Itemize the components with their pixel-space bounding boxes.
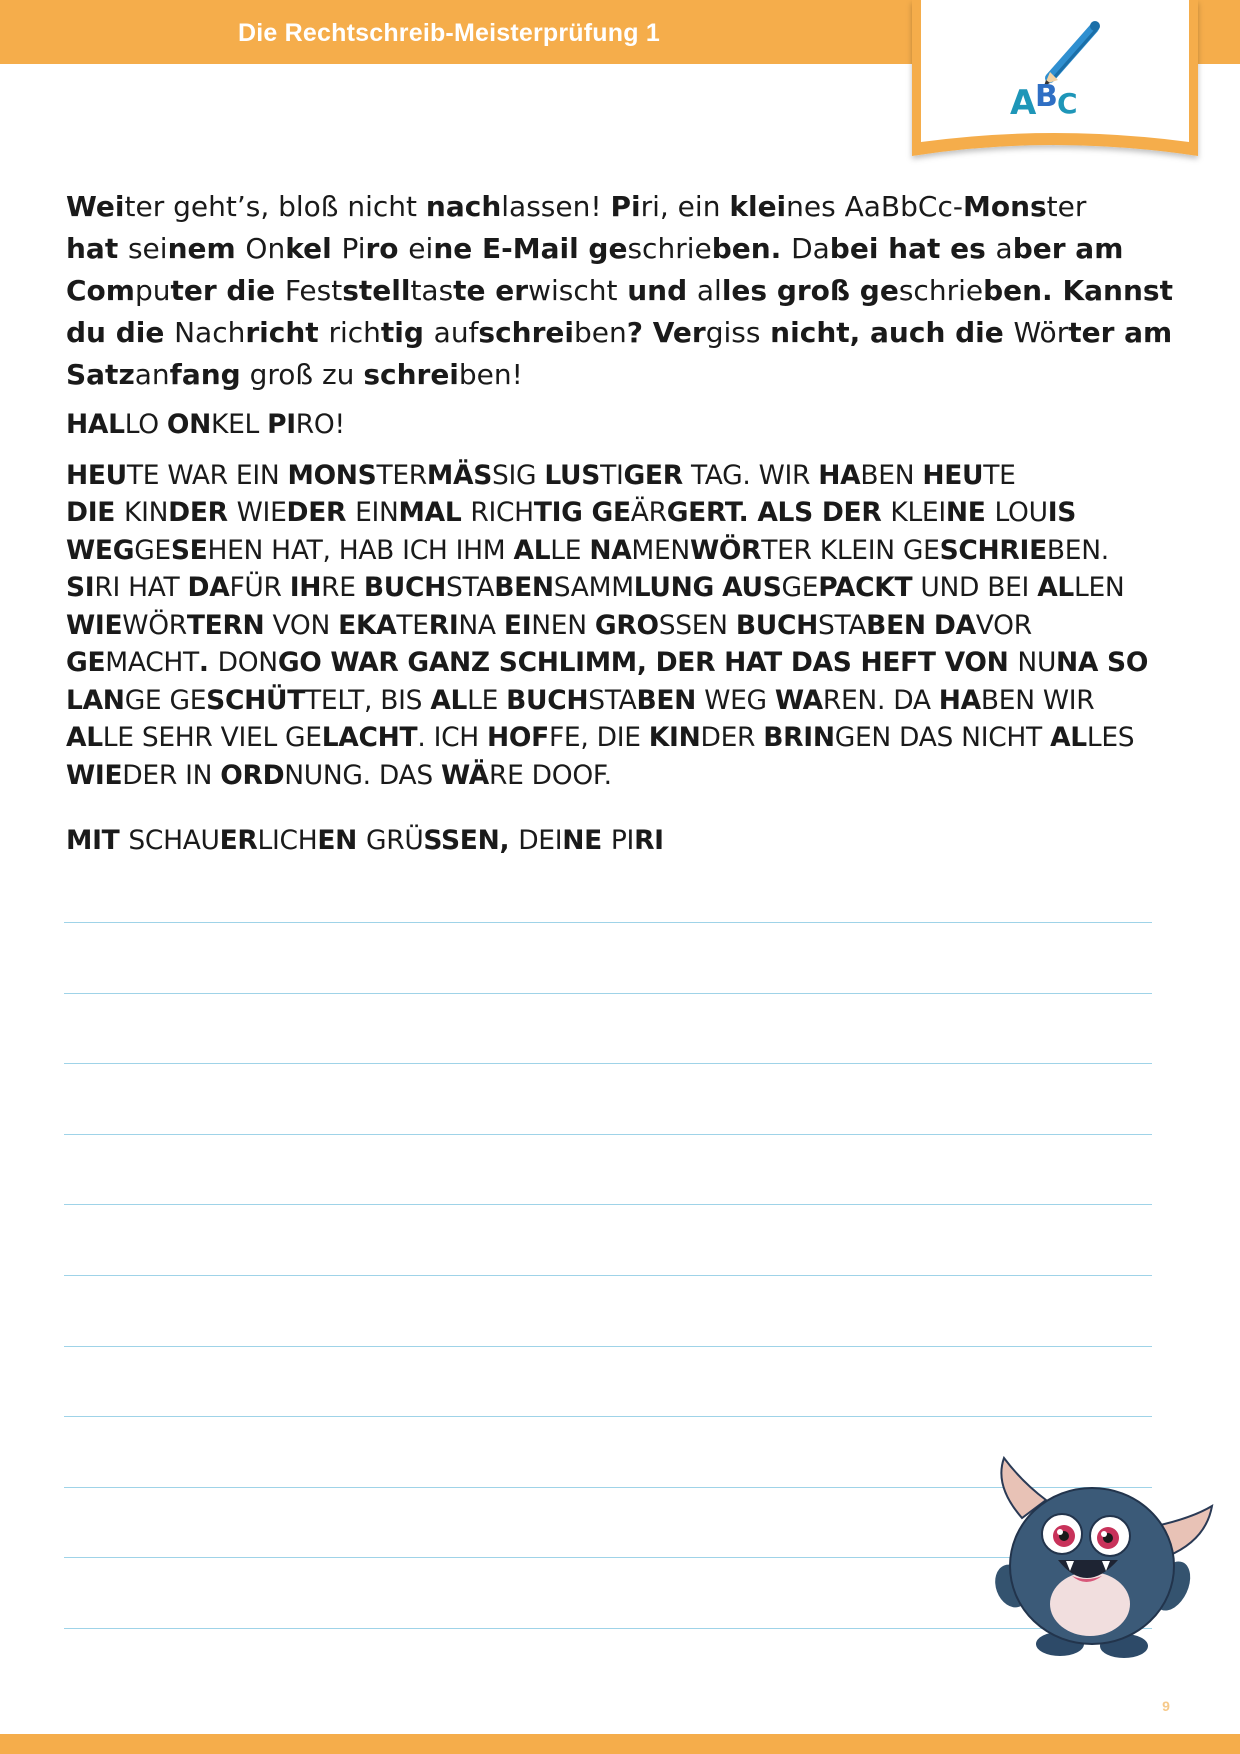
page-title: Die Rechtschreib-Meisterprüfung 1 (238, 19, 660, 47)
letter-line (66, 757, 1156, 795)
plain-syllable: REN. DA (822, 684, 939, 716)
bold-syllable: BEN (866, 609, 926, 641)
plain-syllable: STA (817, 609, 867, 641)
instruction-line (66, 228, 1156, 270)
bold-syllable: AL (513, 534, 551, 566)
footer-bar (0, 1734, 1240, 1754)
bold-syllable: ben. (711, 232, 792, 265)
bold-syllable: SSEN, (423, 825, 519, 856)
plain-syllable: groß zu (240, 358, 364, 391)
bold-syllable: IH (289, 572, 322, 603)
bold-syllable: AUS (722, 572, 782, 603)
plain-syllable: GE (134, 534, 171, 566)
plain-syllable: an (134, 358, 170, 391)
letter-line (66, 682, 1156, 720)
bold-syllable: SI (66, 572, 95, 603)
writing-line[interactable] (64, 1063, 1152, 1064)
plain-syllable: RE DOOF. (488, 759, 612, 791)
plain-syllable: TE WAR EIN (126, 459, 288, 491)
plain-syllable: HEN HAT, HAB ICH IHM (207, 534, 514, 566)
bold-syllable: LAN (66, 684, 125, 716)
instruction-line (66, 270, 1173, 312)
bold-syllable: Mons (962, 190, 1047, 223)
plain-syllable: SAMM (553, 572, 634, 603)
plain-syllable (714, 572, 722, 603)
plain-syllable: VOR (975, 609, 1032, 641)
bold-syllable: WÖR (689, 534, 762, 566)
plain-syllable: BEN (860, 459, 923, 491)
writing-line[interactable] (64, 1346, 1152, 1347)
letter-line (66, 644, 1156, 682)
bold-syllable: du die (66, 316, 175, 349)
plain-syllable: a (995, 232, 1013, 265)
plain-syllable: GEN DAS NICHT (834, 722, 1051, 753)
bold-syllable: NA (589, 534, 632, 566)
plain-syllable: al (696, 274, 722, 307)
bold-syllable: . (198, 647, 218, 678)
plain-syllable: schrie (898, 274, 984, 307)
bold-syllable: KIN (648, 722, 701, 753)
plain-syllable: FE, DIE (548, 722, 649, 753)
bold-syllable: stell (342, 274, 411, 307)
bold-syllable: RI (634, 825, 664, 856)
plain-syllable: Wör (1013, 316, 1069, 349)
plain-syllable: WEG (696, 684, 775, 716)
plain-syllable: GRÜ (365, 825, 424, 856)
bold-syllable: ber am (1012, 232, 1124, 265)
bold-syllable: NE (945, 497, 995, 528)
letter-body (66, 457, 1156, 795)
bold-syllable: AL (430, 684, 468, 716)
instruction-line (66, 354, 1156, 396)
plain-syllable: VON (264, 609, 339, 641)
plain-syllable: lassen! (501, 190, 611, 223)
bold-syllable: MIT (66, 825, 129, 856)
bold-syllable: ? Ver (626, 316, 706, 349)
plain-syllable: SCHAU (128, 825, 220, 856)
bold-syllable: nem (167, 232, 246, 265)
plain-syllable: LE (550, 534, 590, 566)
writing-line[interactable] (64, 1134, 1152, 1135)
plain-syllable: On (245, 232, 286, 265)
bold-syllable: SCHRIE (939, 534, 1047, 566)
plain-syllable: Nach (174, 316, 246, 349)
plain-syllable: ben (574, 316, 627, 349)
plain-syllable: DON (217, 647, 278, 678)
plain-syllable: DER (700, 722, 764, 753)
plain-syllable: auf (433, 316, 479, 349)
plain-syllable: LICH (257, 825, 318, 856)
bold-syllable: WA (774, 684, 823, 716)
plain-syllable: NUNG. DAS (284, 759, 442, 791)
bold-syllable: bei hat es (829, 232, 996, 265)
plain-syllable: LE (467, 684, 507, 716)
plain-syllable: NA (458, 609, 504, 641)
bold-syllable: GE (66, 647, 106, 678)
bold-syllable: hat (66, 232, 128, 265)
plain-syllable: ter (1046, 190, 1087, 223)
plain-syllable: PI (610, 825, 635, 856)
plain-syllable: tas (410, 274, 454, 307)
svg-text:C: C (1057, 87, 1078, 120)
plain-syllable: giss (705, 316, 761, 349)
plain-syllable: BEN. (1046, 534, 1109, 566)
plain-syllable: wischt (528, 274, 618, 307)
plain-syllable: MEN (631, 534, 690, 566)
bold-syllable: AL (1037, 572, 1074, 603)
bold-syllable: ter die (170, 274, 285, 307)
plain-syllable: LO (124, 409, 167, 440)
plain-syllable: TI (600, 459, 624, 491)
bold-syllable: BEN (636, 684, 697, 716)
bold-syllable: AL (66, 722, 103, 753)
bold-syllable: ON (166, 409, 211, 440)
plain-syllable: MACHT (105, 647, 199, 678)
bold-syllable: HEU (922, 459, 984, 491)
bold-syllable: MAL (398, 497, 471, 528)
plain-syllable: STA (446, 572, 495, 603)
plain-syllable: LOU (994, 497, 1048, 528)
bold-syllable: TERN (186, 609, 265, 641)
plain-syllable: Da (791, 232, 830, 265)
bold-syllable: EI (503, 609, 532, 641)
writing-line[interactable] (64, 993, 1152, 994)
bold-syllable: BUCH (506, 684, 589, 716)
bold-syllable: ben. Kannst (983, 274, 1173, 307)
bold-syllable: SCHÜT (206, 684, 305, 716)
bold-syllable: schrei (478, 316, 575, 349)
svg-text:B: B (1035, 79, 1058, 114)
bold-syllable: Satz (66, 358, 135, 391)
plain-syllable: TAG. WIR (682, 459, 819, 491)
instruction-line (66, 186, 1156, 228)
bold-syllable: SE (170, 534, 208, 566)
plain-syllable: TER (376, 459, 427, 491)
plain-syllable: GE GE (124, 684, 207, 716)
bold-syllable: HEU (66, 459, 127, 491)
plain-syllable: ei (408, 232, 434, 265)
letter-line (66, 719, 1156, 757)
bold-syllable: fang (169, 358, 241, 391)
bold-syllable: ER (219, 825, 258, 856)
writing-line[interactable] (64, 1275, 1152, 1276)
plain-syllable: TE (396, 609, 429, 641)
plain-syllable: BEN WIR (980, 684, 1095, 716)
letter-greeting (66, 406, 1156, 444)
bold-syllable: EKA (338, 609, 397, 641)
bold-syllable: DER (168, 497, 237, 528)
bold-syllable: WIE (66, 609, 123, 641)
bold-syllable: BRIN (763, 722, 835, 753)
plain-syllable: nes AaBbCc- (786, 190, 963, 223)
plain-syllable: KLEI (890, 497, 946, 528)
bold-syllable: und (617, 274, 697, 307)
email-letter (66, 406, 1156, 860)
bold-syllable: ter am (1068, 316, 1173, 349)
bold-syllable: PI (267, 409, 296, 440)
bold-syllable: LACHT (321, 722, 418, 753)
bold-syllable: te er (453, 274, 529, 307)
bold-syllable: DA (933, 609, 976, 641)
plain-syllable: KIN (124, 497, 169, 528)
instruction-line (66, 312, 1173, 354)
bold-syllable: Com (66, 274, 135, 307)
abc-badge (902, 0, 1214, 166)
bold-syllable: kel (285, 232, 342, 265)
plain-syllable: GE (781, 572, 819, 603)
page-number: 9 (1162, 1698, 1170, 1714)
bold-syllable: MÄS (426, 459, 492, 491)
writing-line[interactable] (64, 1416, 1152, 1417)
plain-syllable: LES (1086, 722, 1135, 753)
bold-syllable: TIG GE (533, 497, 631, 528)
bold-syllable: ro (365, 232, 409, 265)
plain-syllable: ri, ein (640, 190, 730, 223)
bold-syllable: schrei (363, 358, 459, 391)
plain-syllable: TE (983, 459, 1016, 491)
bold-syllable: LUNG (633, 572, 714, 603)
plain-syllable: . ICH (417, 722, 488, 753)
plain-syllable: LE SEHR VIEL GE (102, 722, 322, 753)
plain-syllable: NU (1017, 647, 1057, 678)
letter-line (66, 569, 1156, 607)
letter-line (66, 532, 1156, 570)
plain-syllable: STA (588, 684, 637, 716)
bold-syllable: tig (380, 316, 434, 349)
bold-syllable: DER (286, 497, 356, 528)
bold-syllable: PACKT (818, 572, 913, 603)
bold-syllable: GERT. ALS DER (666, 497, 891, 528)
monster-mascot-icon (986, 1456, 1218, 1662)
plain-syllable: TELT, BIS (304, 684, 431, 716)
bold-syllable: IS (1047, 497, 1077, 528)
plain-syllable (926, 610, 934, 641)
plain-syllable: WÖR (122, 609, 187, 641)
bold-syllable: HA (938, 684, 981, 716)
bold-syllable: BEN (494, 572, 554, 603)
plain-syllable: schrie (627, 232, 712, 265)
writing-line[interactable] (64, 922, 1152, 923)
bold-syllable: ORD (220, 759, 285, 791)
bold-syllable: AL (1050, 722, 1087, 753)
plain-syllable: DEI (518, 825, 563, 856)
bold-syllable: WEG (66, 534, 135, 566)
plain-syllable: pu (134, 274, 171, 307)
plain-syllable: WIE (236, 497, 287, 528)
plain-syllable: UND BEI (912, 572, 1038, 603)
bold-syllable: NE (562, 825, 611, 856)
letter-line (66, 457, 1156, 495)
plain-syllable: SSEN (658, 609, 736, 641)
svg-text:A: A (1010, 83, 1037, 123)
letter-line (66, 607, 1156, 645)
writing-line[interactable] (64, 1204, 1152, 1205)
plain-syllable: rich (328, 316, 381, 349)
plain-syllable: ÄR (630, 497, 667, 528)
bold-syllable: HAL (66, 409, 125, 440)
bold-syllable: GRO (594, 609, 659, 641)
bold-syllable: EN (317, 825, 366, 856)
content (66, 186, 1173, 860)
bold-syllable: BUCH (735, 609, 818, 641)
plain-syllable: RE (321, 572, 364, 603)
plain-syllable: ben! (458, 358, 523, 391)
plain-syllable: NEN (531, 609, 595, 641)
bold-syllable: HA (818, 459, 861, 491)
plain-syllable: TER KLEIN GE (761, 534, 940, 566)
plain-syllable: FÜR (229, 572, 290, 603)
plain-syllable: RO! (295, 409, 345, 440)
plain-syllable: sei (127, 232, 168, 265)
bold-syllable: NA SO (1056, 647, 1149, 678)
plain-syllable: Pi (341, 232, 366, 265)
bold-syllable: nach (425, 190, 502, 223)
plain-syllable: Fest (284, 274, 343, 307)
bold-syllable: Wei (66, 190, 125, 223)
plain-syllable: RI HAT (94, 572, 188, 603)
bold-syllable: klei (729, 190, 787, 223)
plain-syllable: RICH (470, 497, 534, 528)
plain-syllable: EIN (355, 497, 399, 528)
plain-syllable: SIG (492, 459, 545, 491)
bold-syllable: WIE (66, 759, 123, 791)
plain-syllable: KEL (211, 409, 268, 440)
bold-syllable: RI (428, 609, 459, 641)
instructions (66, 186, 1173, 396)
bold-syllable: les groß ge (721, 274, 899, 307)
bold-syllable: nicht, auch die (760, 316, 1014, 349)
bold-syllable: Pi (610, 190, 641, 223)
bold-syllable: LUS (544, 459, 601, 491)
bold-syllable: HOF (487, 722, 549, 753)
letter-signoff (66, 822, 1156, 860)
bold-syllable: GO WAR GANZ SCHLIMM, DER HAT DAS HEFT VON (277, 647, 1018, 678)
plain-syllable: ter geht’s, bloß nicht (124, 190, 426, 223)
bold-syllable: ne E-Mail ge (433, 232, 628, 265)
plain-syllable: DER IN (122, 759, 221, 791)
bold-syllable: richt (245, 316, 329, 349)
bold-syllable: DIE (66, 497, 124, 528)
bold-syllable: DA (187, 572, 230, 603)
plain-syllable: LEN (1074, 572, 1125, 603)
bold-syllable: BUCH (363, 572, 447, 603)
bold-syllable: MONS (287, 459, 377, 491)
bold-syllable: GER (623, 459, 683, 491)
bold-syllable: WÄ (441, 759, 489, 791)
letter-line (66, 494, 1156, 532)
